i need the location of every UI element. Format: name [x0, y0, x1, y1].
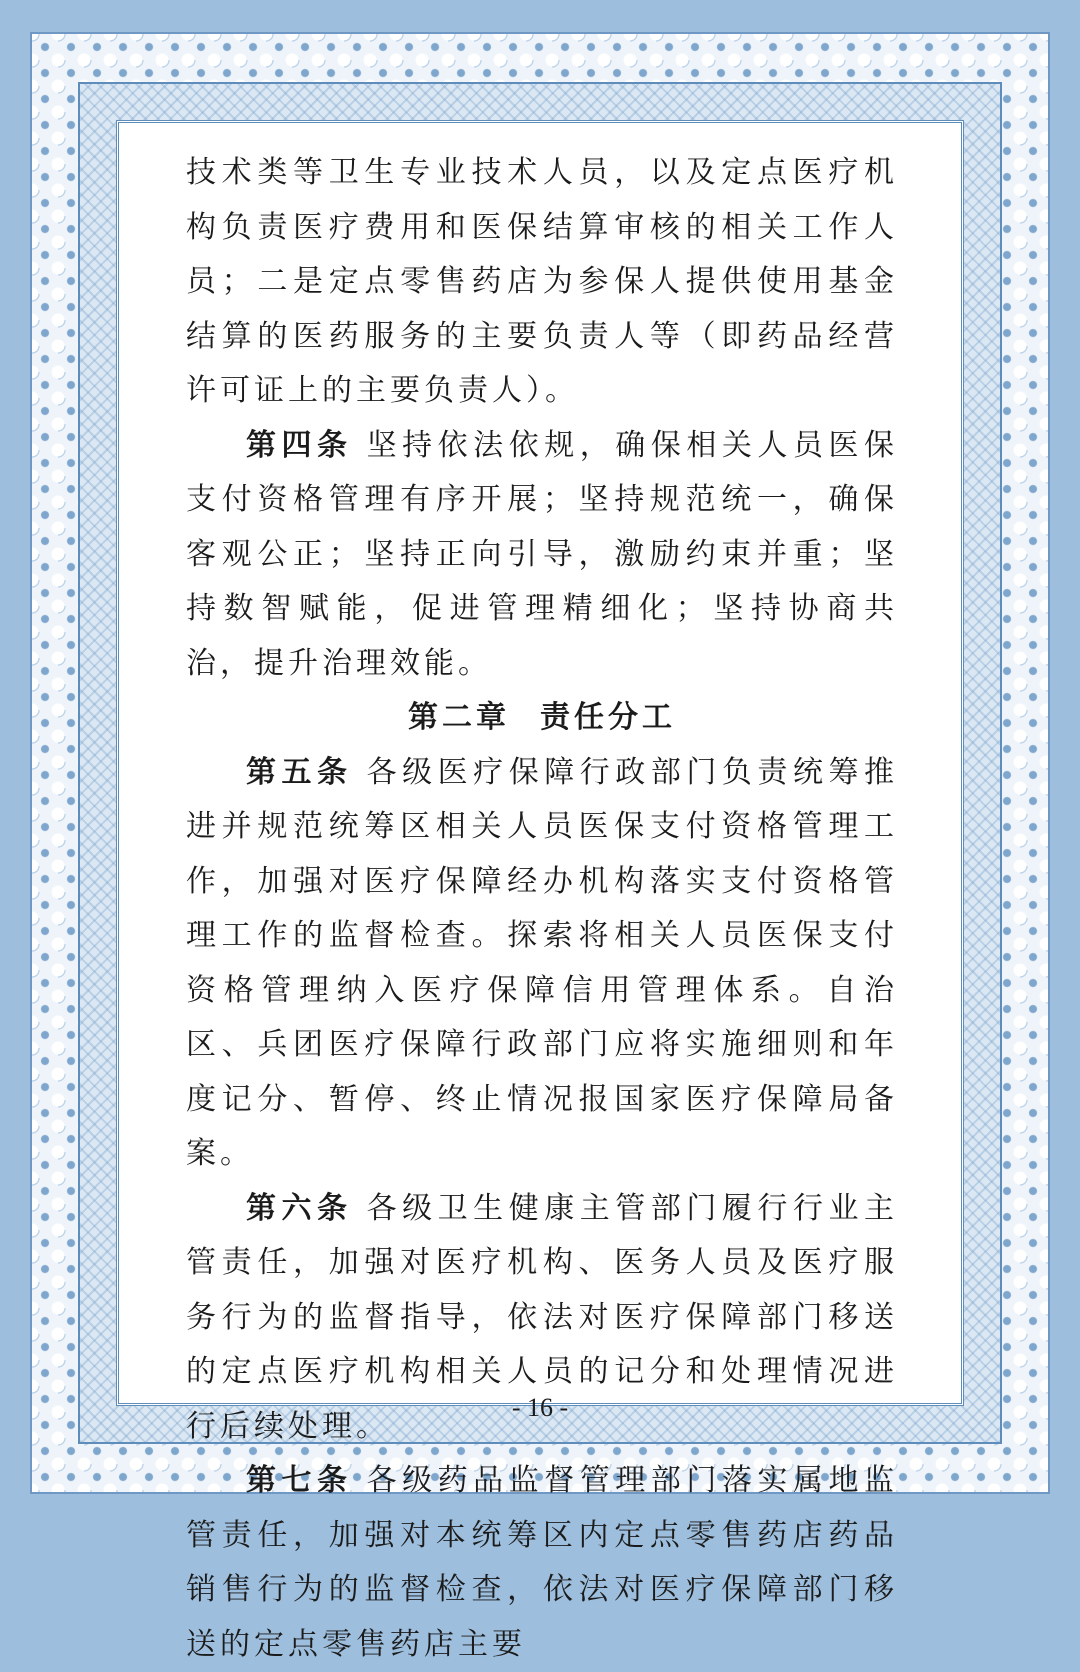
article-6-text: 各级卫生健康主管部门履行行业主管责任，加强对医疗机构、医务人员及医疗服务行为的监督指导，依法对医疗保障部门移送的定点医疗机构相关人员的记分和处理情况进行后续处理。	[186, 1190, 899, 1444]
article-4-label: 第四条	[246, 427, 353, 463]
chapter-title: 责任分工	[540, 700, 676, 735]
article-6-label: 第六条	[246, 1190, 353, 1226]
article-5-label: 第五条	[246, 754, 353, 790]
chapter-number: 第二章	[408, 700, 510, 735]
chapter-heading	[186, 691, 898, 746]
article-4	[186, 419, 898, 692]
page-number: - 16 -	[511, 1393, 569, 1422]
article-5-text: 各级医疗保障行政部门负责统筹推进并规范统筹区相关人员医保支付资格管理工作，加强对医疗保障经办机构落实支付资格管理工作的监督检查。探索将相关人员医保支付资格管理纳入医疗保障信用管理体系。自治区、兵团医疗保障行政部门应将实施细则和年度记分、暂停、终止情况报国家医疗保障局备案。	[186, 754, 899, 1171]
document-body	[186, 146, 898, 1672]
article-5	[186, 746, 898, 1182]
continuation-paragraph: 技术类等卫生专业技术人员，以及定点医疗机构负责医疗费用和医保结算审核的相关工作人员；二是定点零售药店为参保人提供使用基金结算的医药服务的主要负责人等（即药品经营许可证上的主要负责人）。	[186, 155, 898, 408]
article-7-text: 各级药品监督管理部门落实属地监管责任，加强对本统筹区内定点零售药店药品销售行为的监督检查，依法对医疗保障部门移送的定点零售药店主要	[186, 1463, 899, 1662]
article-4-text: 坚持依法依规，确保相关人员医保支付资格管理有序开展；坚持规范统一，确保客观公正；坚持正向引导，激励约束并重；坚持数智赋能，促进管理精细化；坚持协商共治，提升治理效能。	[186, 427, 899, 681]
article-7	[186, 1454, 898, 1672]
article-7-label: 第七条	[246, 1463, 353, 1498]
